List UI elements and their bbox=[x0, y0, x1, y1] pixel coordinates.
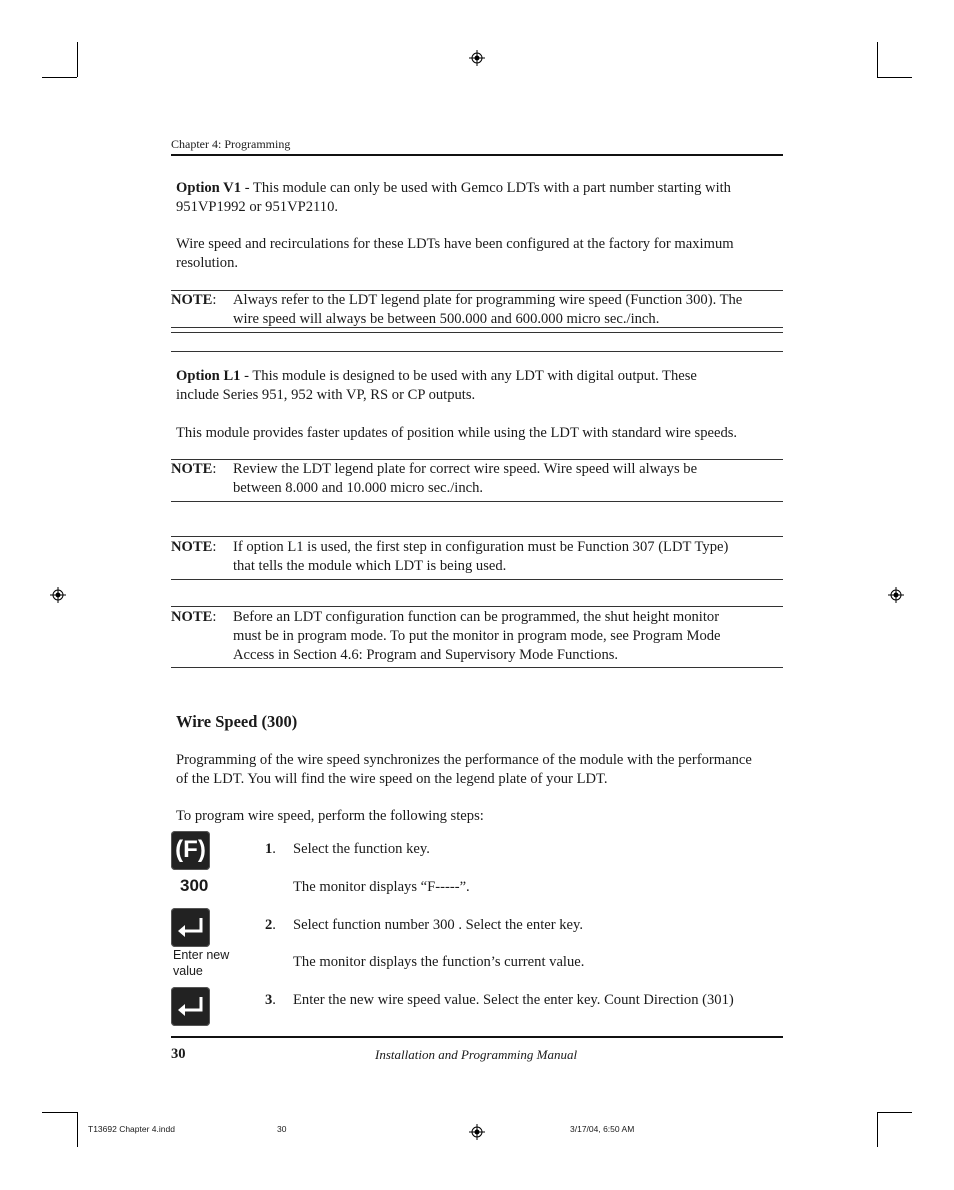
crop-mark bbox=[42, 1112, 77, 1113]
step-subtext: The monitor displays “F-----”. bbox=[293, 879, 470, 895]
option-l1-text-line2: include Series 951, 952 with VP, RS or CP outputs. bbox=[176, 387, 476, 403]
slug-date: 3/17/04, 6:50 AM bbox=[570, 1124, 635, 1134]
chapter-header: Chapter 4: Programming bbox=[171, 137, 291, 151]
note-rule bbox=[171, 332, 783, 333]
section-para1-line2: of the LDT. You will find the wire speed on the legend plate of your LDT. bbox=[176, 771, 608, 787]
note-text-line: that tells the module which LDT is being used. bbox=[233, 558, 507, 574]
footer-rule bbox=[171, 1036, 783, 1038]
crop-mark bbox=[77, 42, 78, 77]
note-text-line: Review the LDT legend plate for correct wire speed. Wire speed will always be bbox=[233, 461, 698, 477]
step-number: 2. bbox=[265, 917, 276, 933]
registration-mark-icon bbox=[469, 50, 485, 66]
note-label: NOTE: bbox=[171, 609, 217, 625]
option-l1-label: Option L1 bbox=[176, 368, 241, 384]
crop-mark bbox=[877, 42, 878, 77]
note-text-line: If option L1 is used, the first step in configuration must be Function 307 (LDT Type) bbox=[233, 539, 729, 555]
option-l1-para2: This module provides faster updates of position while using the LDT with standard wire speeds. bbox=[176, 425, 738, 441]
step-number: 1. bbox=[265, 841, 276, 857]
slug-page: 30 bbox=[277, 1124, 287, 1134]
step-text: Select the function key. bbox=[293, 841, 430, 857]
option-v1-text: - This module can only be used with Gemco LDTs with a part number starting with bbox=[244, 180, 731, 196]
header-rule bbox=[171, 154, 783, 156]
option-l1-text: - This module is designed to be used with any LDT with digital output. These bbox=[244, 368, 697, 384]
note-label: NOTE: bbox=[171, 292, 217, 308]
enter-arrow-icon bbox=[171, 987, 210, 1026]
crop-mark bbox=[77, 1112, 78, 1147]
manual-title: Installation and Programming Manual bbox=[375, 1047, 578, 1062]
slug-file: T13692 Chapter 4.indd bbox=[88, 1124, 175, 1134]
step-text: Select function number 300 . Select the enter key. bbox=[293, 917, 584, 933]
step-subtext: The monitor displays the function’s current value. bbox=[293, 954, 585, 970]
option-l1-paragraph bbox=[176, 367, 786, 386]
enter-key bbox=[171, 908, 210, 947]
section-para1-line1: Programming of the wire speed synchronizes the performance of the module with the performance bbox=[176, 752, 752, 768]
registration-mark-icon bbox=[50, 587, 66, 603]
enter-caption-line1: Enter new bbox=[173, 948, 230, 962]
note-text-line: Access in Section 4.6: Program and Supervisory Mode Functions. bbox=[233, 647, 619, 663]
option-v1-text-line2: 951VP1992 or 951VP2110. bbox=[176, 199, 339, 215]
note-rule bbox=[171, 606, 783, 607]
note-rule bbox=[171, 536, 783, 537]
enter-key bbox=[171, 987, 210, 1026]
option-v1-label: Option V1 bbox=[176, 180, 242, 196]
registration-mark-icon bbox=[469, 1124, 485, 1140]
step-text: Enter the new wire speed value. Select the enter key. Count Direction (301) bbox=[293, 992, 734, 1008]
function-key: (F) bbox=[171, 831, 210, 870]
note-text-line: Before an LDT configuration function can be programmed, the shut height monitor bbox=[233, 609, 720, 625]
section-heading: Wire Speed (300) bbox=[176, 712, 298, 731]
crop-mark bbox=[877, 1112, 878, 1147]
crop-mark bbox=[877, 1112, 912, 1113]
note-rule bbox=[171, 501, 783, 502]
note-rule bbox=[171, 579, 783, 580]
note-label: NOTE: bbox=[171, 461, 217, 477]
section-para2: To program wire speed, perform the following steps: bbox=[176, 808, 484, 824]
note-text-line: wire speed will always be between 500.000 and 600.000 micro sec./inch. bbox=[233, 311, 660, 327]
step-number: 3. bbox=[265, 992, 276, 1008]
option-v1-para2-line1: Wire speed and recirculations for these LDTs have been configured at the factory for maximum bbox=[176, 236, 734, 252]
enter-caption-line2: value bbox=[173, 964, 203, 978]
note-rule bbox=[171, 351, 783, 352]
page-number: 30 bbox=[171, 1046, 186, 1062]
crop-mark bbox=[42, 77, 77, 78]
option-v1-paragraph bbox=[176, 179, 786, 198]
function-number-label: 300 bbox=[180, 876, 209, 895]
note-rule bbox=[171, 327, 783, 328]
note-label: NOTE: bbox=[171, 539, 217, 555]
note-rule bbox=[171, 667, 783, 668]
note-text-line: must be in program mode. To put the monitor in program mode, see Program Mode bbox=[233, 628, 721, 644]
crop-mark bbox=[877, 77, 912, 78]
option-v1-para2-line2: resolution. bbox=[176, 255, 239, 271]
note-text-line: Always refer to the LDT legend plate for programming wire speed (Function 300). The bbox=[233, 292, 743, 308]
registration-mark-icon bbox=[888, 587, 904, 603]
note-text-line: between 8.000 and 10.000 micro sec./inch. bbox=[233, 480, 484, 496]
enter-arrow-icon bbox=[171, 908, 210, 947]
